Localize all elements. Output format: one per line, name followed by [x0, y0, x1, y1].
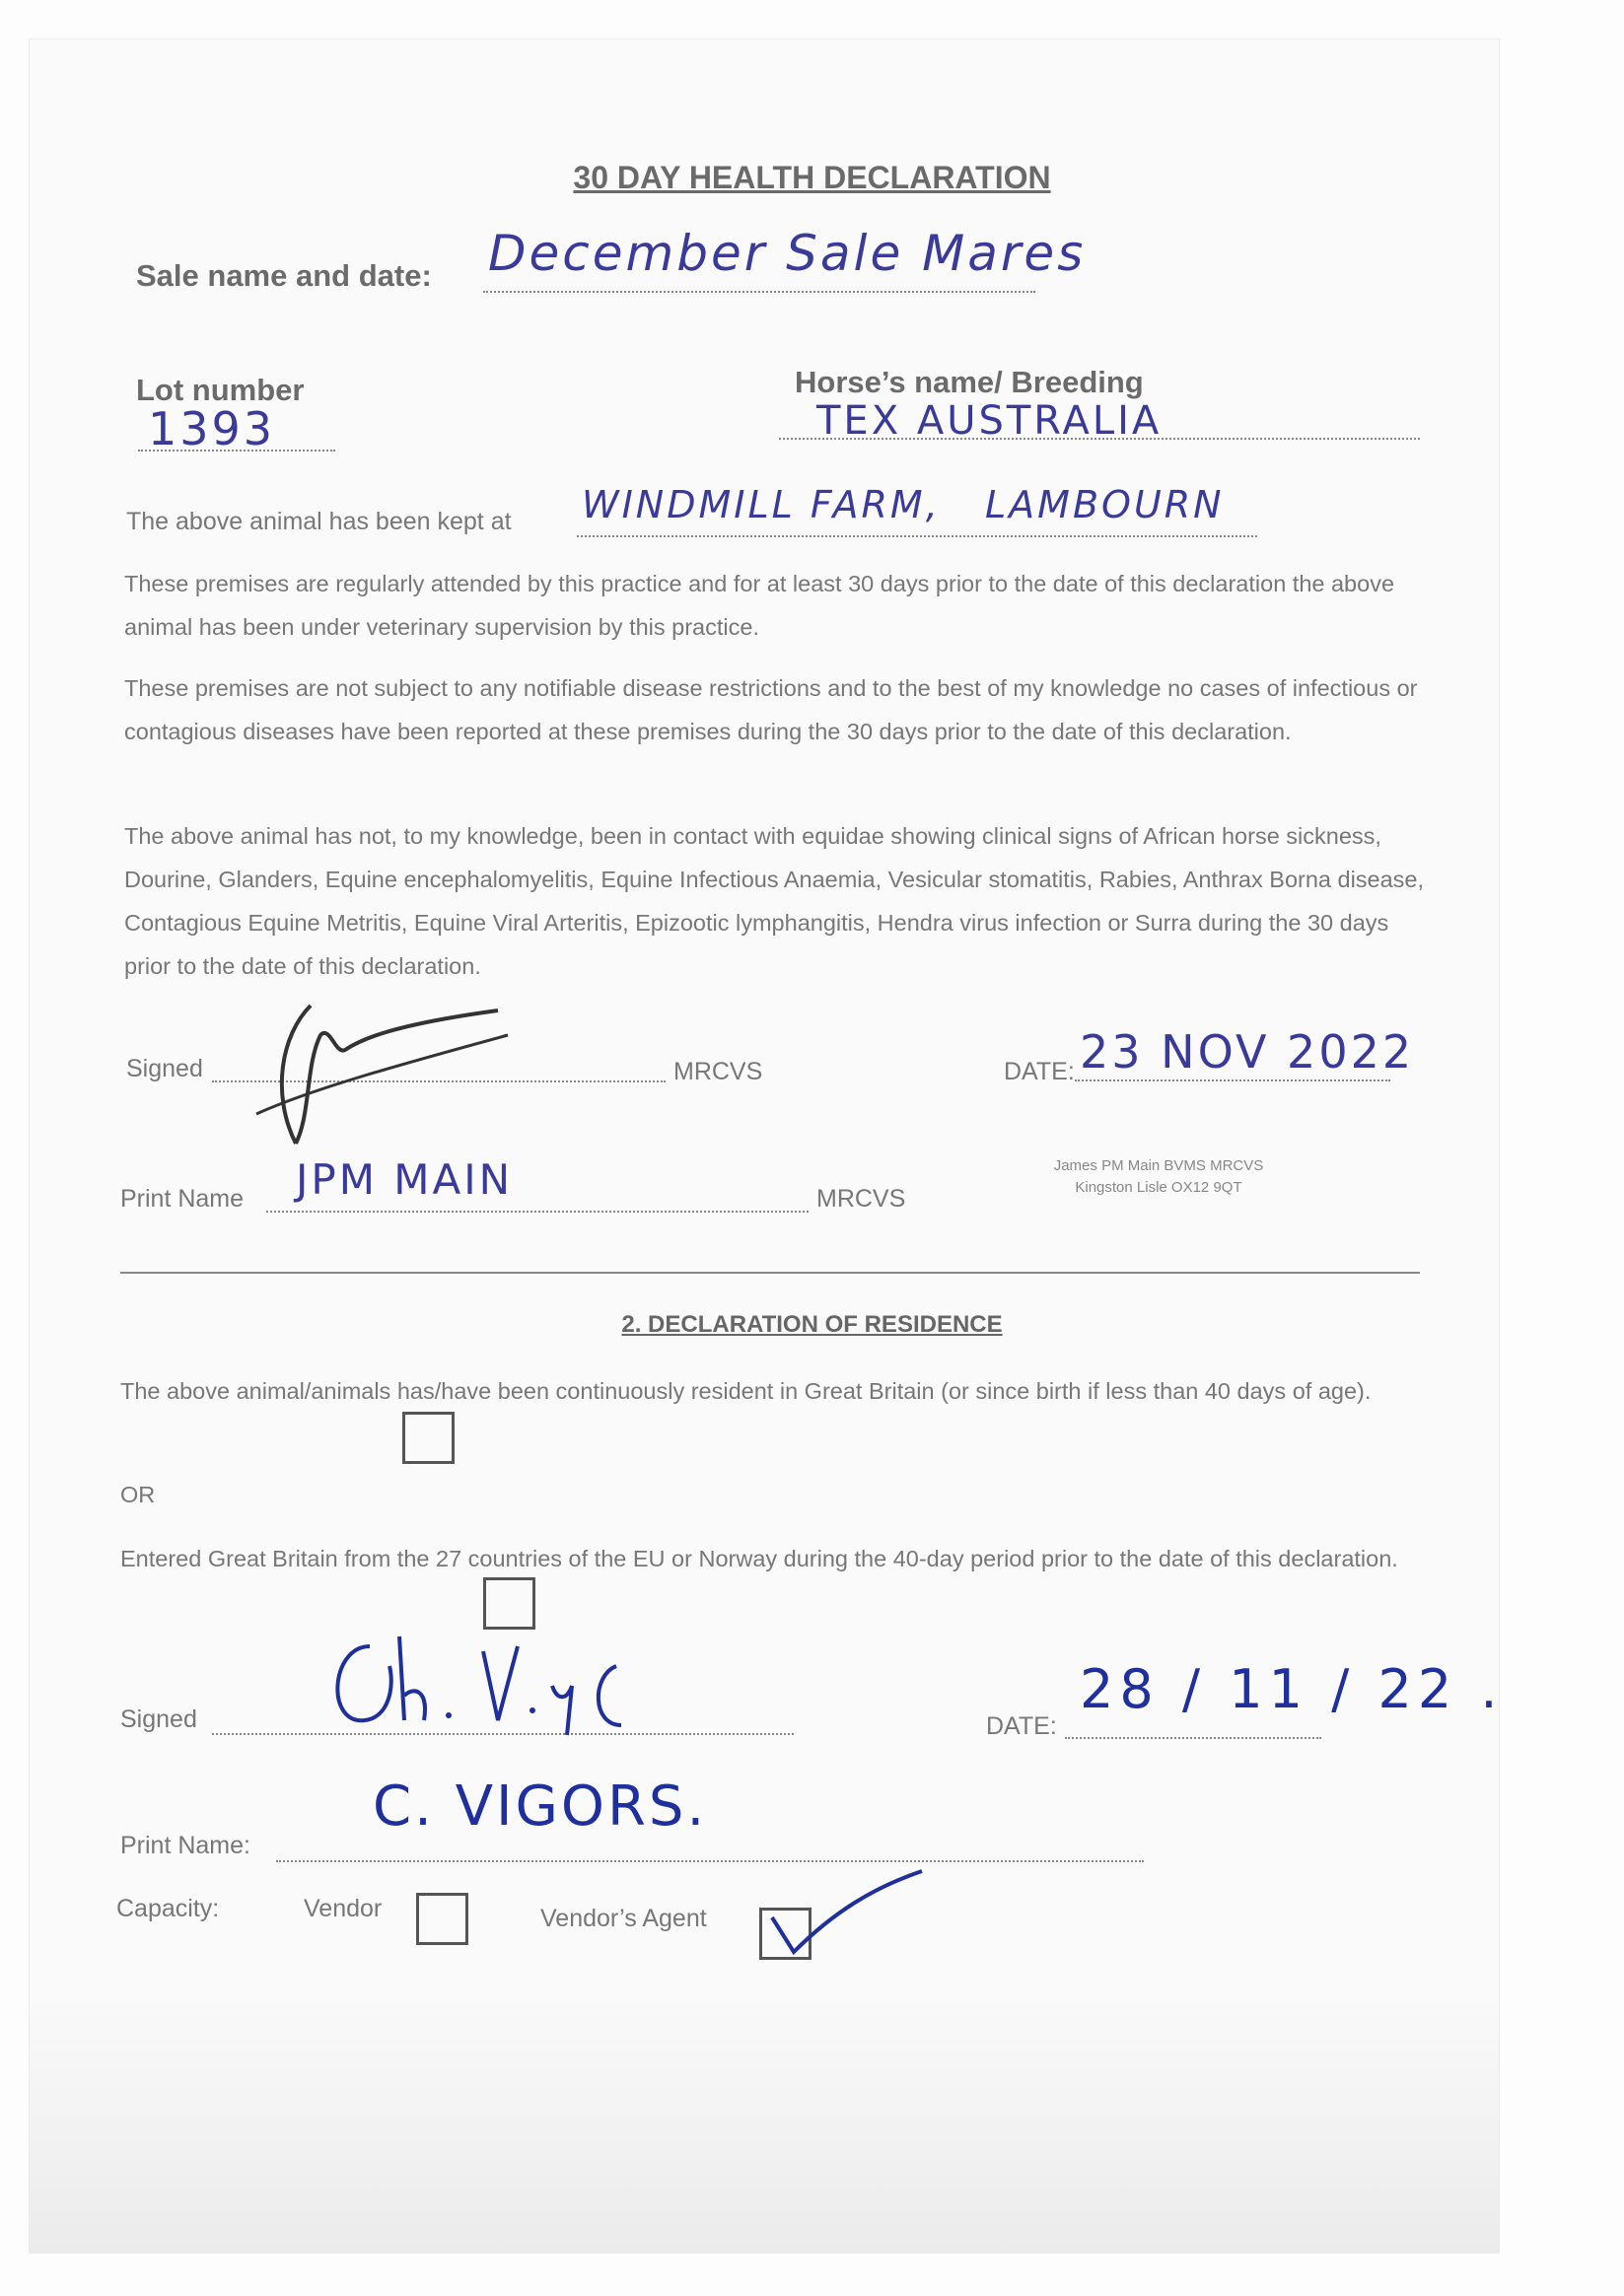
horse-label: Horse’s name/ Breeding [795, 365, 1144, 399]
paragraph-notifiable: These premises are not subject to any notifiable disease restrictions and to the best of my knowledge no cases of infectious or contagious diseases have been reported at these premises during the 30 days prior to the date of this declaration. [124, 675, 1418, 744]
lot-label: Lot number [136, 373, 305, 407]
vendor-checkbox[interactable] [416, 1893, 468, 1945]
vet-print-name-value: JPM MAIN [296, 1155, 514, 1204]
paragraph-contact: The above animal has not, to my knowledge, been in contact with equidae showing clinical signs of African horse sickness, Dourine, Glanders, Equine encephalomyelitis, Equine Infectious Anaemia, Vesicular stomatitis, Rabies, Anthrax Borna disease, Contagious Equine Metritis, Equine Viral Arteritis, Epizootic lymphangitis, Hendra virus infection or Surra during the 30 days prior to the date of this declaration. [124, 823, 1425, 979]
vet-date-line [1075, 1079, 1390, 1081]
vet-print-name-line [266, 1211, 809, 1213]
kept-label: The above animal has been kept at [126, 508, 512, 535]
vendor-label: Vendor [304, 1895, 383, 1922]
vendor-print-name-value: C. VIGORS. [373, 1774, 708, 1839]
vendor-agent-label: Vendor’s Agent [540, 1905, 707, 1932]
vendor-date-line [1065, 1737, 1321, 1739]
document-title: 30 DAY HEALTH DECLARATION [573, 160, 1051, 195]
vet-date-value: 23 NOV 2022 [1080, 1025, 1415, 1078]
lot-line [138, 450, 335, 452]
stamp-line-2: Kingston Lisle OX12 9QT [1075, 1179, 1242, 1196]
residence-checkbox-2[interactable] [483, 1577, 535, 1630]
sheet-shadow [30, 1991, 1499, 2253]
residence-title: 2. DECLARATION OF RESIDENCE [621, 1311, 1003, 1338]
vet-mrcvs-2: MRCVS [816, 1185, 906, 1213]
sale-line [483, 291, 1035, 293]
vet-date-label: DATE: [1004, 1058, 1075, 1085]
horse-value: TEX AUSTRALIA [816, 398, 1163, 444]
vet-signed-label: Signed [126, 1055, 203, 1082]
residence-option-1: The above animal/animals has/have been continuously resident in Great Britain (or since birth if less than 40 days of age). [120, 1378, 1372, 1404]
vet-stamp [996, 1155, 1321, 1199]
vendor-signature [320, 1627, 695, 1745]
vendor-print-name-label: Print Name: [120, 1832, 250, 1859]
residence-option-2: Entered Great Britain from the 27 countries of the EU or Norway during the 40-day period prior to the date of this declaration. [120, 1546, 1398, 1571]
vendor-date-label: DATE: [986, 1712, 1057, 1740]
vet-signature [251, 996, 518, 1153]
residence-checkbox-1[interactable] [402, 1412, 455, 1464]
stamp-line-1: James PM Main BVMS MRCVS [1053, 1157, 1264, 1174]
vet-mrcvs-1: MRCVS [673, 1058, 763, 1085]
vendor-agent-checkmark [764, 1863, 932, 1962]
kept-line [577, 535, 1257, 537]
vendor-date-value: 28 / 11 / 22 . [1080, 1658, 1504, 1720]
kept-value: WINDMILL FARM, LAMBOURN [582, 483, 1225, 526]
capacity-label: Capacity: [116, 1895, 220, 1922]
section-divider [120, 1272, 1420, 1274]
vet-print-name-label: Print Name [120, 1185, 245, 1213]
sale-label: Sale name and date: [136, 258, 432, 293]
vendor-signed-label: Signed [120, 1705, 197, 1733]
sale-value: December Sale Mares [488, 225, 1087, 282]
vendor-print-name-line [276, 1860, 1144, 1862]
horse-line [779, 438, 1420, 440]
paragraph-supervision: These premises are regularly attended by this practice and for at least 30 days prior to the date of this declaration the above animal has been under veterinary supervision by this practice. [124, 571, 1395, 640]
residence-or: OR [120, 1482, 156, 1507]
lot-value: 1393 [148, 402, 276, 455]
